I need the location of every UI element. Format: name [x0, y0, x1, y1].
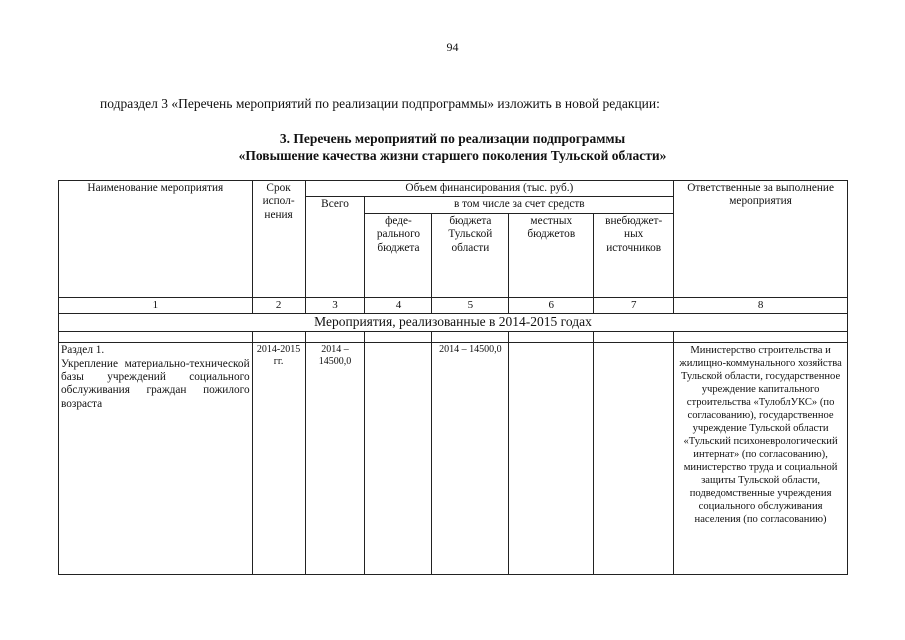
activity-federal [365, 343, 432, 575]
header-term: Срок испол-нения [252, 181, 305, 298]
activities-table [58, 180, 848, 575]
title-line-1: 3. Перечень мероприятий по реализации подпрограммы [279, 131, 626, 146]
col-number-4: 4 [365, 297, 432, 313]
section-title [0, 130, 905, 164]
col-number-8: 8 [674, 297, 848, 313]
header-local: местных бюджетов [509, 213, 594, 297]
activity-extra [594, 343, 674, 575]
title-line-2: «Повышение качества жизни старшего поколения Тульской области» [238, 148, 667, 163]
col-number-5: 5 [432, 297, 509, 313]
activity-total: 2014 – 14500,0 [305, 343, 365, 575]
header-extra: внебюджет-ных источников [594, 213, 674, 297]
activity-regional: 2014 – 14500,0 [432, 343, 509, 575]
col-number-3: 3 [305, 297, 365, 313]
section-heading: Мероприятия, реализованные в 2014-2015 годах [59, 314, 848, 332]
col-number-2: 2 [252, 297, 305, 313]
col-number-1: 1 [59, 297, 253, 313]
col-number-7: 7 [594, 297, 674, 313]
activity-term: 2014-2015 гг. [252, 343, 305, 575]
header-including: в том числе за счет средств [365, 197, 674, 213]
header-federal: феде-рального бюджета [365, 213, 432, 297]
header-responsible: Ответственные за выполнение мероприятия [674, 181, 848, 298]
col-number-6: 6 [509, 297, 594, 313]
header-total: Всего [305, 197, 365, 297]
header-regional: бюджета Тульской области [432, 213, 509, 297]
intro-text: подраздел 3 «Перечень мероприятий по реализации подпрограммы» изложить в новой редакции: [100, 96, 660, 111]
activity-local [509, 343, 594, 575]
activity-section-label: Раздел 1. [61, 344, 105, 357]
activity-description: Укрепление материально-технической базы учреждений социального обслуживания граждан пожилого возраста [61, 357, 250, 410]
header-name: Наименование мероприятия [59, 181, 253, 298]
page-number: 94 [446, 40, 459, 54]
header-funding: Объем финансирования (тыс. руб.) [305, 181, 674, 197]
activity-name [59, 343, 253, 575]
activity-responsible: Министерство строительства и жилищно-коммунального хозяйства Тульской области, государственное учреждение капитального строительства «ТулоблУКС» (по согласованию), государственное учреждение Тульской области «Тульский психоневрологический интернат» (по согласованию), министерство труда и социальной защиты Тульской области, подведомственные учреждения социального обслуживания населения (по согласованию) [674, 343, 848, 575]
